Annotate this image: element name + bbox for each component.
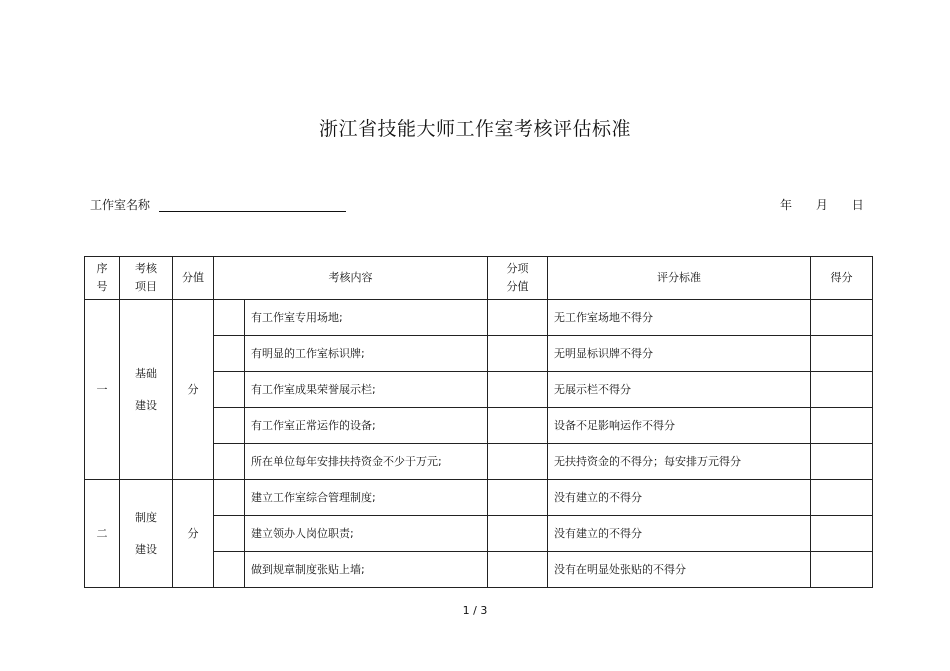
month-label: 月 (815, 198, 828, 212)
header-result: 得分 (811, 257, 873, 300)
row-content: 建立领办人岗位职责; (245, 516, 488, 552)
row-result[interactable] (811, 408, 873, 444)
row-criteria: 没有建立的不得分 (548, 516, 811, 552)
row-marker (214, 336, 245, 372)
row-sub-score[interactable] (488, 336, 548, 372)
section-seq: 一 (85, 300, 120, 480)
section-score: 分 (173, 480, 214, 588)
row-sub-score[interactable] (488, 372, 548, 408)
header-content: 考核内容 (214, 257, 488, 300)
page-title: 浙江省技能大师工作室考核评估标准 (318, 118, 631, 140)
header-item: 考核 项目 (120, 257, 173, 300)
row-criteria: 无工作室场地不得分 (548, 300, 811, 336)
header-score: 分值 (173, 257, 214, 300)
row-result[interactable] (811, 300, 873, 336)
studio-name-label: 工作室名称 (90, 198, 151, 212)
row-marker (214, 444, 245, 480)
row-criteria: 没有建立的不得分 (548, 480, 811, 516)
row-content: 有明显的工作室标识牌; (245, 336, 488, 372)
page-number: 1 / 3 (462, 604, 488, 617)
row-result[interactable] (811, 444, 873, 480)
row-result[interactable] (811, 336, 873, 372)
row-sub-score[interactable] (488, 408, 548, 444)
row-marker (214, 516, 245, 552)
header-sub-score: 分项 分值 (488, 257, 548, 300)
row-marker (214, 552, 245, 588)
studio-name-field[interactable] (159, 211, 346, 212)
row-criteria: 设备不足影响运作不得分 (548, 408, 811, 444)
section-item: 基础 建设 (120, 300, 173, 480)
row-sub-score[interactable] (488, 516, 548, 552)
row-sub-score[interactable] (488, 480, 548, 516)
row-criteria: 无展示栏不得分 (548, 372, 811, 408)
row-sub-score[interactable] (488, 444, 548, 480)
header-criteria: 评分标准 (548, 257, 811, 300)
row-marker (214, 372, 245, 408)
table-row (85, 300, 873, 336)
row-sub-score[interactable] (488, 552, 548, 588)
row-content: 建立工作室综合管理制度; (245, 480, 488, 516)
row-marker (214, 408, 245, 444)
date-row (780, 196, 864, 213)
section-item: 制度 建设 (120, 480, 173, 588)
day-label: 日 (851, 198, 864, 212)
year-label: 年 (780, 198, 793, 212)
row-content: 做到规章制度张贴上墙; (245, 552, 488, 588)
row-result[interactable] (811, 552, 873, 588)
row-result[interactable] (811, 516, 873, 552)
section-seq: 二 (85, 480, 120, 588)
table-header-row (85, 257, 873, 300)
row-result[interactable] (811, 480, 873, 516)
row-content: 所在单位每年安排扶持资金不少于万元; (245, 444, 488, 480)
row-criteria: 无明显标识牌不得分 (548, 336, 811, 372)
row-marker (214, 300, 245, 336)
section-score: 分 (173, 300, 214, 480)
row-marker (214, 480, 245, 516)
row-criteria: 无扶持资金的不得分；每安排万元得分 (548, 444, 811, 480)
header-seq: 序 号 (85, 257, 120, 300)
row-content: 有工作室专用场地; (245, 300, 488, 336)
row-sub-score[interactable] (488, 300, 548, 336)
table-row (85, 480, 873, 516)
row-content: 有工作室成果荣誉展示栏; (245, 372, 488, 408)
row-content: 有工作室正常运作的设备; (245, 408, 488, 444)
row-result[interactable] (811, 372, 873, 408)
assessment-table (84, 256, 873, 588)
row-criteria: 没有在明显处张贴的不得分 (548, 552, 811, 588)
